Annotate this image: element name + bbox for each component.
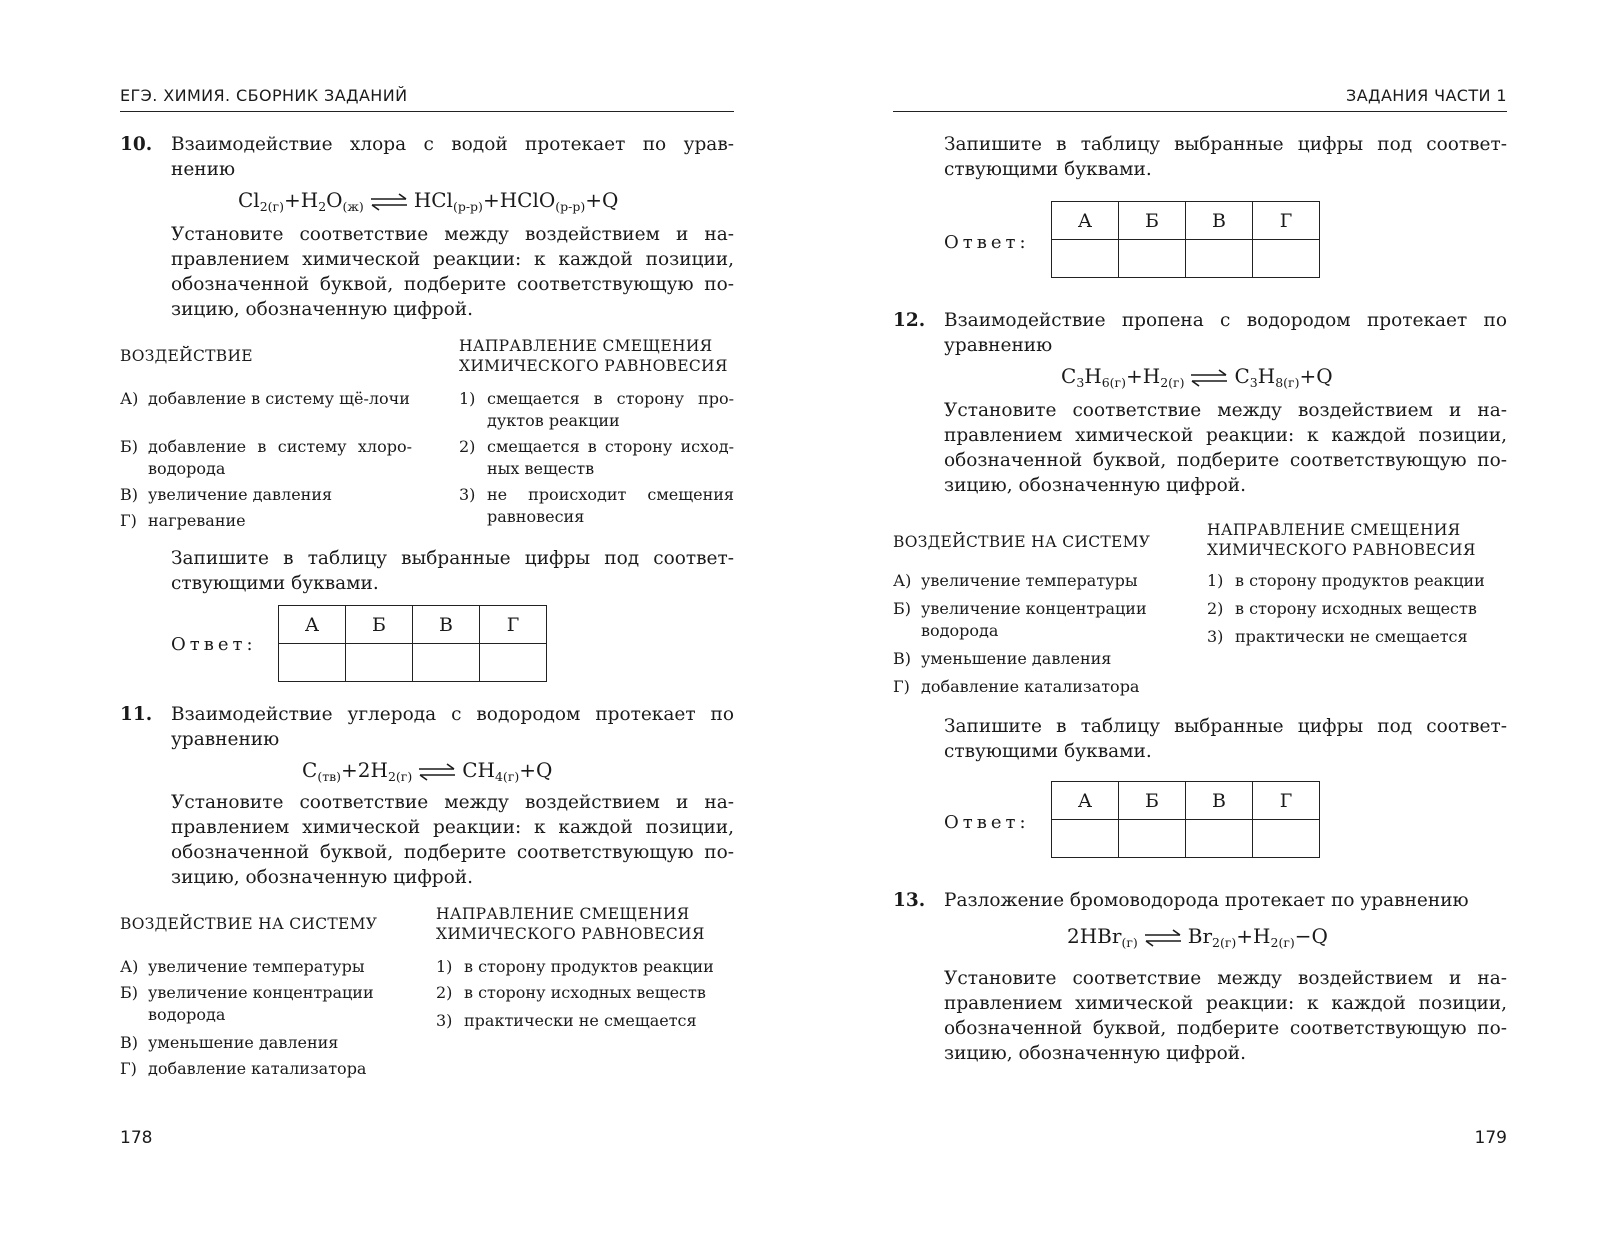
eq-sub: 6(г) bbox=[1101, 375, 1126, 390]
option-text: увеличение давления bbox=[148, 485, 333, 504]
col-direction-line: ХИМИЧЕСКОГО РАВНОВЕСИЯ bbox=[436, 925, 705, 943]
eq-sub: (г) bbox=[1121, 935, 1138, 950]
col-direction-line: НАПРАВЛЕНИЕ СМЕЩЕНИЯ bbox=[1207, 521, 1461, 539]
option-mark: 2) bbox=[436, 983, 453, 1002]
option-text: нагревание bbox=[148, 511, 246, 530]
write-line: Запишите в таблицу выбранные цифры под соответ- bbox=[944, 134, 1507, 155]
task-10-intro-line-2: нению bbox=[171, 159, 236, 180]
task-11-intro bbox=[171, 702, 734, 752]
option-text: не происходит смещения равновесия bbox=[487, 485, 734, 526]
task-12-effect-a bbox=[893, 570, 1183, 592]
option-text: практически не смещается bbox=[464, 1011, 697, 1030]
eq-plus: + bbox=[341, 758, 358, 782]
equilibrium-arrow-icon bbox=[418, 763, 456, 781]
instruction-line: Установите соответствие между воздействием и на- bbox=[944, 400, 1507, 421]
eq-sub: 8(г) bbox=[1275, 375, 1300, 390]
task-10-col-effect: ВОЗДЕЙСТВИЕ bbox=[120, 347, 253, 365]
instruction-line: обозначенной буквой, подберите соответствующую по- bbox=[944, 1018, 1507, 1039]
task-12-direction-3 bbox=[1207, 626, 1507, 648]
option-text: увеличение температуры bbox=[921, 571, 1138, 590]
task-10-intro-line-1: Взаимодействие хлора с водой протекает по урав- bbox=[171, 134, 734, 155]
option-mark: 2) bbox=[459, 437, 476, 456]
option-text: увеличение концентрации водорода bbox=[148, 983, 374, 1024]
write-line: ствующими буквами. bbox=[944, 159, 1152, 180]
answer-header-g: Г bbox=[1253, 782, 1320, 820]
option-text: добавление катализатора bbox=[148, 1059, 367, 1078]
option-mark: Г) bbox=[120, 1059, 137, 1078]
eq-term: CH bbox=[462, 758, 495, 782]
task-10-effect-a bbox=[120, 388, 412, 410]
eq-sub: 2(г) bbox=[387, 769, 413, 784]
task-12-equation bbox=[1061, 364, 1333, 390]
option-mark: А) bbox=[893, 571, 912, 590]
task-12-answer-label: Ответ: bbox=[944, 812, 1030, 833]
answer-cell-a[interactable] bbox=[1052, 820, 1119, 858]
option-text: добавление в систему щё-лочи bbox=[148, 389, 410, 408]
task-11-direction-1 bbox=[436, 956, 734, 978]
answer-header-v: В bbox=[1186, 782, 1253, 820]
answer-cell-v[interactable] bbox=[1186, 240, 1253, 278]
task-11-answer-label: Ответ: bbox=[944, 232, 1030, 253]
task-10-col-direction bbox=[459, 336, 728, 376]
instruction-line: обозначенной буквой, подберите соответствующую по- bbox=[171, 842, 734, 863]
task-10-equation bbox=[238, 188, 618, 214]
answer-cell-g[interactable] bbox=[1253, 240, 1320, 278]
task-11-effect-d bbox=[120, 1058, 410, 1080]
option-mark: 3) bbox=[1207, 627, 1224, 646]
task-13-number: 13. bbox=[893, 890, 926, 911]
task-12-direction-1 bbox=[1207, 570, 1507, 592]
eq-term: O bbox=[326, 188, 343, 212]
task-13-instruction bbox=[944, 966, 1507, 1066]
answer-header-b: Б bbox=[346, 606, 413, 644]
eq-term: H bbox=[1084, 364, 1102, 388]
col-direction-line: НАПРАВЛЕНИЕ СМЕЩЕНИЯ bbox=[436, 905, 690, 923]
task-10-effect-d bbox=[120, 510, 412, 532]
instruction-line: зицию, обозначенную цифрой. bbox=[171, 299, 473, 320]
task-10-answer-label: Ответ: bbox=[171, 634, 257, 655]
task-12-effect-b bbox=[893, 598, 1163, 642]
task-10-effect-c bbox=[120, 484, 412, 506]
eq-sub: (р-р) bbox=[555, 199, 586, 214]
instruction-line: Установите соответствие между воздействием и на- bbox=[944, 968, 1507, 989]
task-10-intro bbox=[171, 132, 734, 182]
eq-plus: + bbox=[283, 188, 301, 212]
answer-header-g: Г bbox=[480, 606, 547, 644]
answer-header-g: Г bbox=[1253, 202, 1320, 240]
eq-term: +Q bbox=[1299, 364, 1333, 388]
task-12-col-effect: ВОЗДЕЙСТВИЕ НА СИСТЕМУ bbox=[893, 533, 1151, 551]
answer-header-b: Б bbox=[1119, 782, 1186, 820]
task-11-effect-a bbox=[120, 956, 410, 978]
left-page bbox=[120, 0, 734, 1258]
answer-header-v: В bbox=[1186, 202, 1253, 240]
answer-header-b: Б bbox=[1119, 202, 1186, 240]
option-text: уменьшение давления bbox=[148, 1033, 339, 1052]
eq-sub: (р-р) bbox=[452, 199, 483, 214]
option-mark: В) bbox=[120, 1033, 138, 1052]
task-11-write-instruction bbox=[944, 132, 1507, 182]
equilibrium-arrow-icon bbox=[1144, 929, 1182, 947]
running-head-left: ЕГЭ. ХИМИЯ. СБОРНИК ЗАДАНИЙ bbox=[120, 86, 734, 112]
write-line: Запишите в таблицу выбранные цифры под соответ- bbox=[171, 548, 734, 569]
task-10-number: 10. bbox=[120, 134, 153, 155]
eq-term: H bbox=[300, 188, 319, 212]
instruction-line: зицию, обозначенную цифрой. bbox=[944, 475, 1246, 496]
option-mark: Б) bbox=[893, 599, 911, 618]
eq-term: HClO bbox=[499, 188, 556, 212]
write-line: ствующими буквами. bbox=[944, 741, 1152, 762]
answer-cell-g[interactable] bbox=[480, 644, 547, 682]
write-line: ствующими буквами. bbox=[171, 573, 379, 594]
eq-term: H bbox=[1257, 364, 1276, 388]
col-direction-line: ХИМИЧЕСКОГО РАВНОВЕСИЯ bbox=[459, 357, 728, 375]
task-12-number: 12. bbox=[893, 310, 926, 331]
option-mark: А) bbox=[120, 389, 139, 408]
instruction-line: зицию, обозначенную цифрой. bbox=[171, 867, 473, 888]
task-12-intro bbox=[944, 308, 1507, 358]
answer-cell-b[interactable] bbox=[1119, 820, 1186, 858]
eq-term: +Q bbox=[585, 188, 619, 212]
eq-sub: 3 bbox=[1076, 375, 1085, 390]
option-text: в сторону исходных веществ bbox=[1235, 599, 1477, 618]
task-12-direction-2 bbox=[1207, 598, 1507, 620]
eq-term: 2HBr bbox=[1067, 924, 1122, 948]
instruction-line: зицию, обозначенную цифрой. bbox=[944, 1043, 1246, 1064]
eq-sub: 2(г) bbox=[1160, 375, 1185, 390]
answer-cell-v[interactable] bbox=[413, 644, 480, 682]
eq-term: C bbox=[302, 758, 318, 782]
eq-term: HCl bbox=[413, 188, 453, 212]
option-text: в сторону продуктов реакции bbox=[464, 957, 714, 976]
option-text: добавление катализатора bbox=[921, 677, 1140, 696]
eq-term: Cl bbox=[238, 188, 260, 212]
answer-cell-a[interactable] bbox=[1052, 240, 1119, 278]
answer-header-a: А bbox=[279, 606, 346, 644]
task-12-intro-line-1: Взаимодействие пропена с водородом протекает по bbox=[944, 310, 1507, 331]
task-11-intro-line-2: уравнению bbox=[171, 729, 280, 750]
task-11-number: 11. bbox=[120, 704, 153, 725]
eq-sub: 2(г) bbox=[1212, 935, 1237, 950]
option-mark: 3) bbox=[459, 485, 476, 504]
option-text: в сторону продуктов реакции bbox=[1235, 571, 1485, 590]
option-mark: 1) bbox=[459, 389, 476, 408]
instruction-line: обозначенной буквой, подберите соответствующую по- bbox=[944, 450, 1507, 471]
option-text: увеличение концентрации водорода bbox=[921, 599, 1147, 640]
equilibrium-arrow-icon bbox=[370, 193, 408, 211]
eq-plus: + bbox=[482, 188, 500, 212]
answer-header-v: В bbox=[413, 606, 480, 644]
task-13-equation bbox=[1067, 924, 1328, 950]
eq-sub: 2 bbox=[318, 199, 327, 214]
task-12-effect-c bbox=[893, 648, 1183, 670]
option-mark: 2) bbox=[1207, 599, 1224, 618]
equilibrium-arrow-icon bbox=[1190, 369, 1228, 387]
option-mark: Б) bbox=[120, 983, 138, 1002]
answer-header-a: А bbox=[1052, 202, 1119, 240]
option-mark: 1) bbox=[436, 957, 453, 976]
task-11-equation bbox=[302, 758, 552, 784]
eq-sub: 2(г) bbox=[1270, 935, 1295, 950]
option-text: смещается в сторону исход-ных веществ bbox=[487, 437, 734, 478]
option-mark: Г) bbox=[120, 511, 137, 530]
instruction-line: Установите соответствие между воздействием и на- bbox=[171, 224, 734, 245]
answer-cell-g[interactable] bbox=[1253, 820, 1320, 858]
option-mark: Г) bbox=[893, 677, 910, 696]
eq-term: 2H bbox=[357, 758, 388, 782]
eq-term: +Q bbox=[519, 758, 553, 782]
task-10-instruction bbox=[171, 222, 734, 322]
eq-term: Br bbox=[1187, 924, 1213, 948]
task-11-effect-c bbox=[120, 1032, 410, 1054]
task-12-answer-table bbox=[1051, 781, 1320, 858]
col-direction-line: НАПРАВЛЕНИЕ СМЕЩЕНИЯ bbox=[459, 337, 713, 355]
answer-cell-a[interactable] bbox=[279, 644, 346, 682]
option-text: смещается в сторону про-дуктов реакции bbox=[487, 389, 734, 430]
answer-cell-b[interactable] bbox=[1119, 240, 1186, 278]
eq-sub: (ж) bbox=[342, 199, 364, 214]
eq-term: H bbox=[1253, 924, 1271, 948]
eq-term: H bbox=[1142, 364, 1161, 388]
instruction-line: правлением химической реакции: к каждой позиции, bbox=[944, 425, 1507, 446]
task-11-direction-2 bbox=[436, 982, 734, 1004]
task-10-write-instruction bbox=[171, 546, 734, 596]
col-direction-line: ХИМИЧЕСКОГО РАВНОВЕСИЯ bbox=[1207, 541, 1476, 559]
task-13-intro bbox=[944, 888, 1507, 913]
instruction-line: обозначенной буквой, подберите соответствующую по- bbox=[171, 274, 734, 295]
page-number-right: 179 bbox=[1474, 1128, 1507, 1148]
eq-term: C bbox=[1234, 364, 1250, 388]
task-12-write-instruction bbox=[944, 714, 1507, 764]
answer-cell-v[interactable] bbox=[1186, 820, 1253, 858]
option-mark: В) bbox=[893, 649, 911, 668]
eq-plus: + bbox=[1125, 364, 1143, 388]
task-10-direction-2 bbox=[459, 436, 734, 480]
task-11-direction-3 bbox=[436, 1010, 734, 1032]
option-mark: В) bbox=[120, 485, 138, 504]
write-line: Запишите в таблицу выбранные цифры под соответ- bbox=[944, 716, 1507, 737]
task-12-intro-line-2: уравнению bbox=[944, 335, 1053, 356]
task-11-effect-b bbox=[120, 982, 390, 1026]
running-head-right: ЗАДАНИЯ ЧАСТИ 1 bbox=[893, 86, 1507, 112]
task-11-answer-table bbox=[1051, 201, 1320, 278]
task-11-col-effect: ВОЗДЕЙСТВИЕ НА СИСТЕМУ bbox=[120, 915, 378, 933]
eq-sub: 3 bbox=[1249, 375, 1258, 390]
task-12-col-direction bbox=[1207, 520, 1476, 560]
option-mark: А) bbox=[120, 957, 139, 976]
option-text: в сторону исходных веществ bbox=[464, 983, 706, 1002]
eq-sub: 4(г) bbox=[494, 769, 520, 784]
task-11-intro-line-1: Взаимодействие углерода с водородом протекает по bbox=[171, 704, 734, 725]
page-number-left: 178 bbox=[120, 1128, 153, 1148]
eq-plus: + bbox=[1236, 924, 1254, 948]
answer-header-a: А bbox=[1052, 782, 1119, 820]
task-11-col-direction bbox=[436, 904, 705, 944]
task-10-answer-table bbox=[278, 605, 547, 682]
option-mark: 1) bbox=[1207, 571, 1224, 590]
instruction-line: Установите соответствие между воздействием и на- bbox=[171, 792, 734, 813]
option-text: увеличение температуры bbox=[148, 957, 365, 976]
task-13-intro-line-1: Разложение бромоводорода протекает по уравнению bbox=[944, 890, 1469, 911]
option-text: добавление в систему хлоро-водорода bbox=[148, 437, 412, 478]
eq-term: C bbox=[1061, 364, 1077, 388]
right-page bbox=[893, 0, 1507, 1258]
eq-sub: (тв) bbox=[317, 769, 342, 784]
eq-sub: 2(г) bbox=[259, 199, 284, 214]
instruction-line: правлением химической реакции: к каждой позиции, bbox=[171, 249, 734, 270]
task-12-instruction bbox=[944, 398, 1507, 498]
option-text: практически не смещается bbox=[1235, 627, 1468, 646]
task-10-effect-b bbox=[120, 436, 412, 480]
task-10-direction-1 bbox=[459, 388, 734, 432]
task-10-direction-3 bbox=[459, 484, 734, 528]
task-11-instruction bbox=[171, 790, 734, 890]
eq-term: −Q bbox=[1294, 924, 1328, 948]
answer-cell-b[interactable] bbox=[346, 644, 413, 682]
instruction-line: правлением химической реакции: к каждой позиции, bbox=[944, 993, 1507, 1014]
option-mark: 3) bbox=[436, 1011, 453, 1030]
instruction-line: правлением химической реакции: к каждой позиции, bbox=[171, 817, 734, 838]
option-mark: Б) bbox=[120, 437, 138, 456]
option-text: уменьшение давления bbox=[921, 649, 1112, 668]
task-12-effect-d bbox=[893, 676, 1183, 698]
